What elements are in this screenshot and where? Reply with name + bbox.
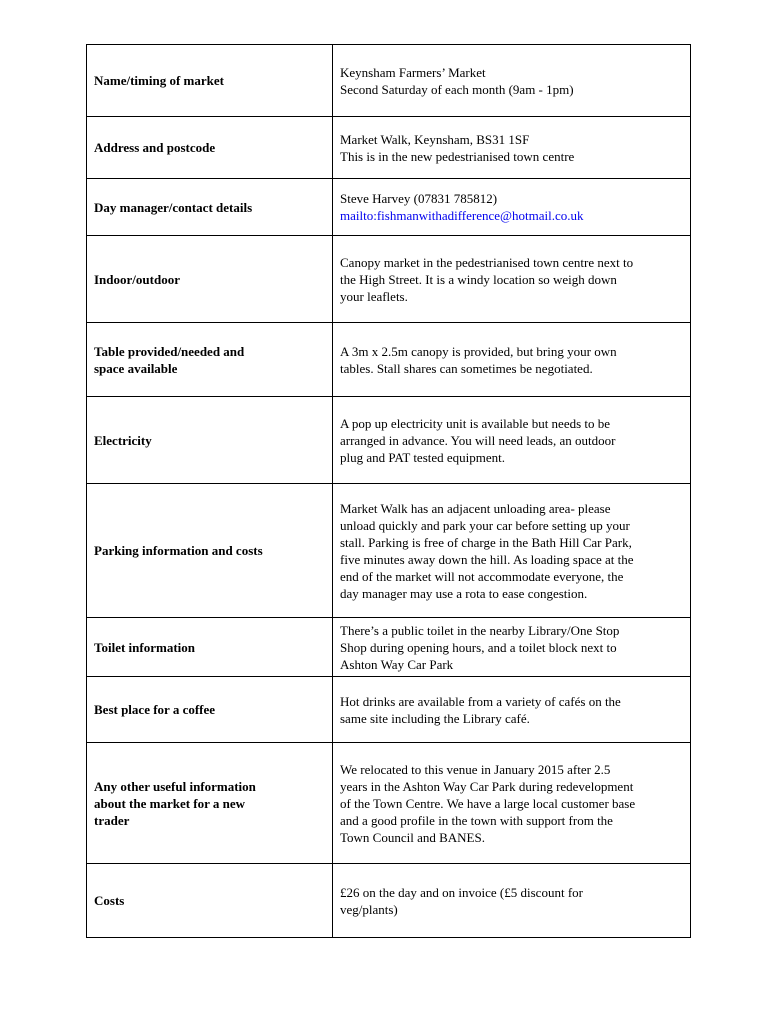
- value-line: Shop during opening hours, and a toilet block next to: [340, 639, 617, 655]
- label-line: about the market for a new: [94, 795, 246, 811]
- row-indoor-outdoor: [87, 236, 691, 323]
- row-electricity: [87, 397, 691, 484]
- contact-email-link[interactable]: mailto:fishmanwithadifference@hotmail.co.uk: [340, 208, 584, 223]
- contact-name-phone: Steve Harvey (07831 785812): [340, 191, 498, 206]
- label-line: space available: [94, 360, 178, 376]
- row-name-timing: [87, 45, 691, 117]
- label-line: trader: [94, 812, 130, 828]
- value-line: and a good profile in the town with support from the: [340, 812, 613, 828]
- value-line: end of the market will not accommodate everyone, the: [340, 568, 624, 584]
- value-line: stall. Parking is free of charge in the Bath Hill Car Park,: [340, 534, 632, 550]
- value-line: Market Walk has an adjacent unloading area- please: [340, 500, 611, 516]
- value-line: This is in the new pedestrianised town centre: [340, 148, 575, 164]
- row-coffee: [87, 677, 691, 743]
- value-line: plug and PAT tested equipment.: [340, 449, 506, 465]
- value-line: tables. Stall shares can sometimes be negotiated.: [340, 360, 593, 376]
- label-indoor-outdoor: Indoor/outdoor: [87, 236, 333, 323]
- value-line: years in the Ashton Way Car Park during redevelopment: [340, 778, 634, 794]
- value-costs: [333, 864, 691, 938]
- label-address: Address and postcode: [87, 117, 333, 179]
- label-line: Table provided/needed and: [94, 343, 245, 359]
- value-line: A 3m x 2.5m canopy is provided, but bring your own: [340, 343, 617, 359]
- row-toilet: [87, 618, 691, 677]
- row-address: [87, 117, 691, 179]
- label-line: Any other useful information: [94, 778, 256, 794]
- value-line: Ashton Way Car Park: [340, 656, 454, 672]
- value-line: Hot drinks are available from a variety of cafés on the: [340, 693, 621, 709]
- value-line: same site including the Library café.: [340, 710, 530, 726]
- row-parking: [87, 484, 691, 618]
- label-coffee: Best place for a coffee: [87, 677, 333, 743]
- value-line: Canopy market in the pedestrianised town centre next to: [340, 254, 634, 270]
- value-line: unload quickly and park your car before setting up your: [340, 517, 630, 533]
- value-line: Town Council and BANES.: [340, 829, 485, 845]
- value-line: There’s a public toilet in the nearby Library/One Stop: [340, 622, 620, 638]
- value-line: your leaflets.: [340, 288, 408, 304]
- value-line: We relocated to this venue in January 2015 after 2.5: [340, 761, 611, 777]
- value-electricity: [333, 397, 691, 484]
- label-costs: Costs: [87, 864, 333, 938]
- value-day-manager: [333, 179, 691, 236]
- label-toilet: Toilet information: [87, 618, 333, 677]
- value-coffee: [333, 677, 691, 743]
- value-line: veg/plants): [340, 901, 398, 917]
- row-other-info: [87, 743, 691, 864]
- label-parking: Parking information and costs: [87, 484, 333, 618]
- value-line: Second Saturday of each month (9am - 1pm): [340, 81, 574, 97]
- value-line: of the Town Centre. We have a large local customer base: [340, 795, 636, 811]
- value-address: [333, 117, 691, 179]
- label-table-space: [87, 323, 333, 397]
- value-parking: [333, 484, 691, 618]
- row-table-space: [87, 323, 691, 397]
- value-other-info: [333, 743, 691, 864]
- row-costs: [87, 864, 691, 938]
- value-toilet: [333, 618, 691, 677]
- value-line: arranged in advance. You will need leads, an outdoor: [340, 432, 616, 448]
- label-name-timing: Name/timing of market: [87, 45, 333, 117]
- label-day-manager: Day manager/contact details: [87, 179, 333, 236]
- value-indoor-outdoor: [333, 236, 691, 323]
- value-line: the High Street. It is a windy location so weigh down: [340, 271, 617, 287]
- label-other-info: [87, 743, 333, 864]
- label-electricity: Electricity: [87, 397, 333, 484]
- value-line: five minutes away down the hill. As loading space at the: [340, 551, 634, 567]
- market-info-table: [86, 44, 691, 938]
- value-table-space: [333, 323, 691, 397]
- value-line: A pop up electricity unit is available but needs to be: [340, 415, 611, 431]
- value-line: £26 on the day and on invoice (£5 discount for: [340, 884, 583, 900]
- value-line: Keynsham Farmers’ Market: [340, 64, 486, 80]
- value-name-timing: [333, 45, 691, 117]
- value-line: day manager may use a rota to ease congestion.: [340, 585, 588, 601]
- row-day-manager: [87, 179, 691, 236]
- value-line: Market Walk, Keynsham, BS31 1SF: [340, 131, 530, 147]
